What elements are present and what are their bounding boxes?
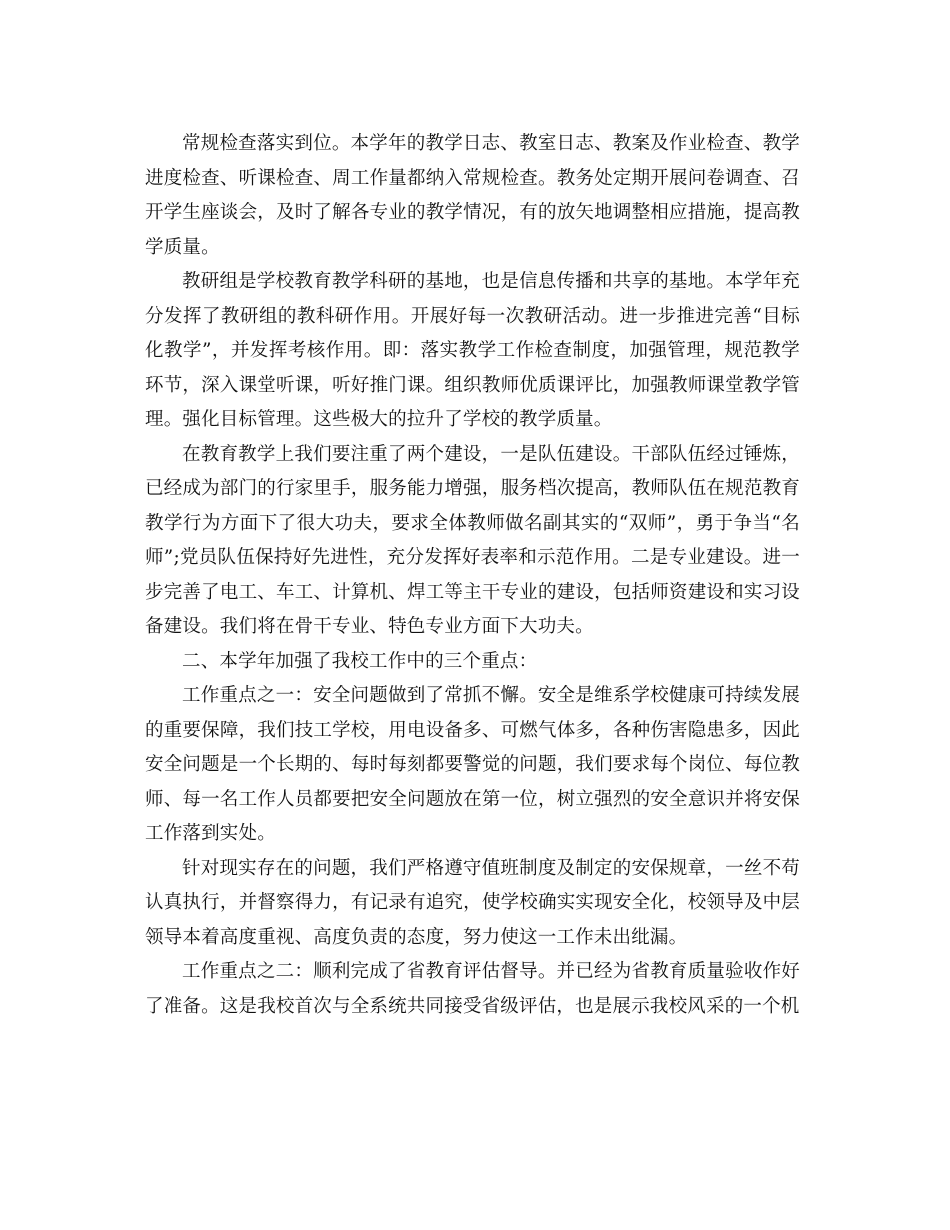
paragraph-routine-inspection: 常规检查落实到位。本学年的教学日志、教室日志、教案及作业检查、教学进度检查、听课检查、周工作量都纳入常规检查。教务处定期开展问卷调查、召开学生座谈会，及时了解各专业的教学情况，有的放矢地调整相应措施，提高教学质量。 <box>145 133 800 258</box>
paragraph-key-point-one-safety: 工作重点之一：安全问题做到了常抓不懈。安全是维系学校健康可持续发展的重要保障，我们技工学校，用电设备多、可燃气体多，各种伤害隐患多，因此安全问题是一个长期的、每时每刻都要警觉的问题，我们要求每个岗位、每位教师、每一名工作人员都要把安全问题放在第一位，树立强烈的安全意识并将安保工作落到实处。 <box>145 685 800 844</box>
document-body <box>145 127 800 1024</box>
paragraph-teaching-research-group: 教研组是学校教育教学科研的基地，也是信息传播和共享的基地。本学年充分发挥了教研组的教科研作用。开展好每一次教研活动。进一步推进完善“目标化教学”，并发挥考核作用。即：落实教学工作检查制度，加强管理，规范教学环节，深入课堂听课，听好推门课。组织教师优质课评比，加强教师课堂教学管理。强化目标管理。这些极大的拉升了学校的教学质量。 <box>145 271 800 430</box>
paragraph-three-key-points-heading: 二、本学年加强了我校工作中的三个重点： <box>182 650 538 672</box>
paragraph-key-point-two-evaluation: 工作重点之二：顺利完成了省教育评估督导。并已经为省教育质量验收作好了准备。这是我校首次与全系统共同接受省级评估，也是展示我校风采的一个机 <box>145 961 800 1017</box>
paragraph-safety-regulations: 针对现实存在的问题，我们严格遵守值班制度及制定的安保规章，一丝不苟认真执行，并督察得力，有记录有追究，使学校确实实现安全化，校领导及中层领导本着高度重视、高度负责的态度，努力使这一工作未出纰漏。 <box>145 857 800 948</box>
paragraph-two-constructions: 在教育教学上我们要注重了两个建设，一是队伍建设。干部队伍经过锤炼，已经成为部门的行家里手，服务能力增强，服务档次提高，教师队伍在规范教育教学行为方面下了很大功夫，要求全体教师做名副其实的“双师”，勇于争当“名师”;党员队伍保持好先进性，充分发挥好表率和示范作用。二是专业建设。进一步完善了电工、车工、计算机、焊工等主干专业的建设，包括师资建设和实习设备建设。我们将在骨干专业、特色专业方面下大功夫。 <box>145 443 800 637</box>
